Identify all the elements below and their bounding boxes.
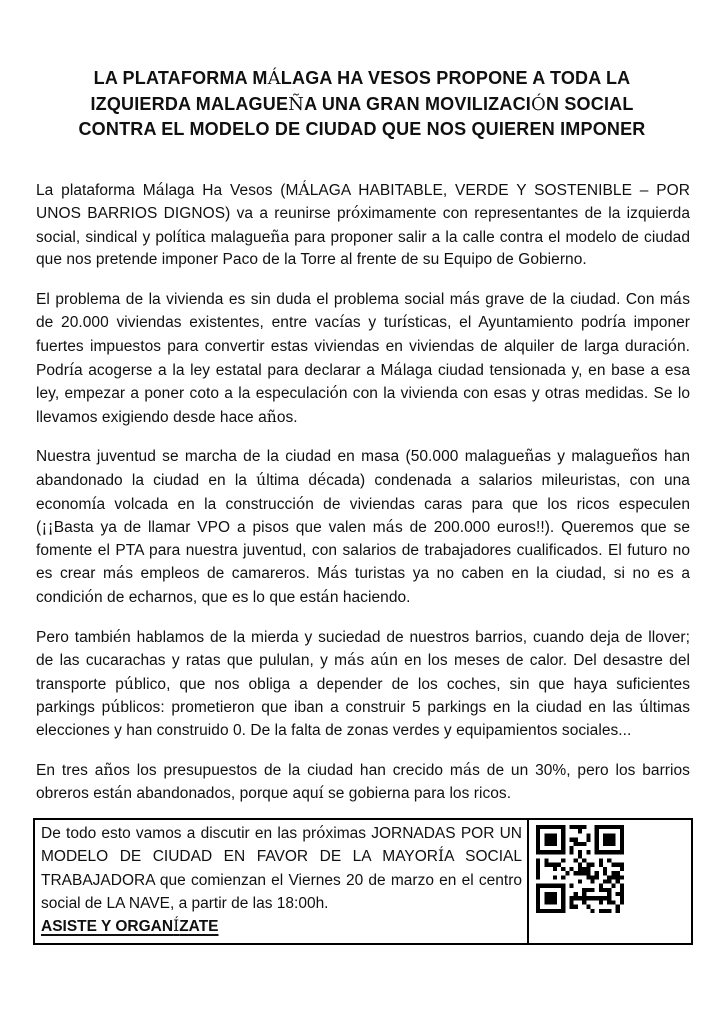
- qr-cell: [529, 820, 691, 943]
- paragraph-neighborhood-issues: Pero también hablamos de la mierda y suciedad de nuestros barrios, cuando deja de llover; de las cucarachas y ratas que pululan, y más aún en los meses de calor. Del desastre del transporte público, que nos obliga a depender de los coches, sin que haya suficientes parkings públicos: prometieron que iban a construir 5 parkings en la ciudad en las últimas elecciones y han construido 0. De la falta de zonas verdes y equipamientos sociales...: [36, 627, 691, 739]
- title-line-3: CONTRA EL MODELO DE CIUDAD QUE NOS QUIEREN IMPONER: [78, 119, 646, 139]
- page-title: [40, 66, 684, 142]
- announcement-text: De todo esto vamos a discutir en las próximas JORNADAS POR UN MODELO DE CIUDAD EN FAVOR DE LA MAYORÍA SOCIAL TRABAJADORA que comienzan el Viernes 20 de marzo en el centro social de LA NAVE, a partir de las 18:00h.: [41, 823, 522, 912]
- announcement-call-to-action: ASISTE Y ORGANÍZATE: [41, 917, 219, 936]
- paragraph-platform-intro: La plataforma Málaga Ha Vesos (MÁLAGA HABITABLE, VERDE Y SOSTENIBLE – POR UNOS BARRIOS DIGNOS) va a reunirse próximamente con representantes de la izquierda social, sindical y política malagueña para proponer salir a la calle contra el modelo de ciudad que nos pretende imponer Paco de la Torre al frente de su Equipo de Gobierno.: [36, 180, 690, 269]
- qr-code-icon: [536, 825, 691, 913]
- paragraph-youth-exodus: Nuestra juventud se marcha de la ciudad en masa (50.000 malagueñas y malagueños han abandonado la ciudad en la última década) condenada a salarios mileuristas, con una economía volcada en la construcción de viviendas caras para que los ricos especulen (¡¡Basta ya de llamar VPO a pisos que valen más de 200.000 euros!!). Queremos que se fomente el PTA para nuestra juventud, con salarios de trabajadores cualificados. El futuro no es crear más empleos de camareros. Más turistas ya no caben en la ciudad, si no es a condición de echarnos, que es lo que están haciendo.: [36, 447, 690, 606]
- title-line-1: LA PLATAFORMA MÁLAGA HA VESOS PROPONE A TODA LA: [93, 68, 631, 89]
- body-content: [36, 179, 690, 806]
- announcement-box: [33, 818, 693, 945]
- paragraph-housing-problem: El problema de la vivienda es sin duda el problema social más grave de la ciudad. Con más de 20.000 viviendas existentes, entre vacías y turísticas, el Ayuntamiento podría imponer fuertes impuestos para convertir estas viviendas en viviendas de alquiler de larga duración. Podría acogerse a la ley estatal para declarar a Málaga ciudad tensionada y, en base a esa ley, empezar a poner coto a la especulación con la vivienda con esas y otras medidas. Se lo llevamos exigiendo desde hace años.: [36, 289, 690, 426]
- title-line-2: IZQUIERDA MALAGUEÑA UNA GRAN MOVILIZACIÓN SOCIAL: [90, 93, 634, 115]
- announcement-text-cell: [35, 820, 529, 943]
- paragraph-budgets: En tres años los presupuestos de la ciudad han crecido más de un 30%, pero los barrios obreros están abandonados, porque aquí se gobierna para los ricos.: [36, 760, 690, 803]
